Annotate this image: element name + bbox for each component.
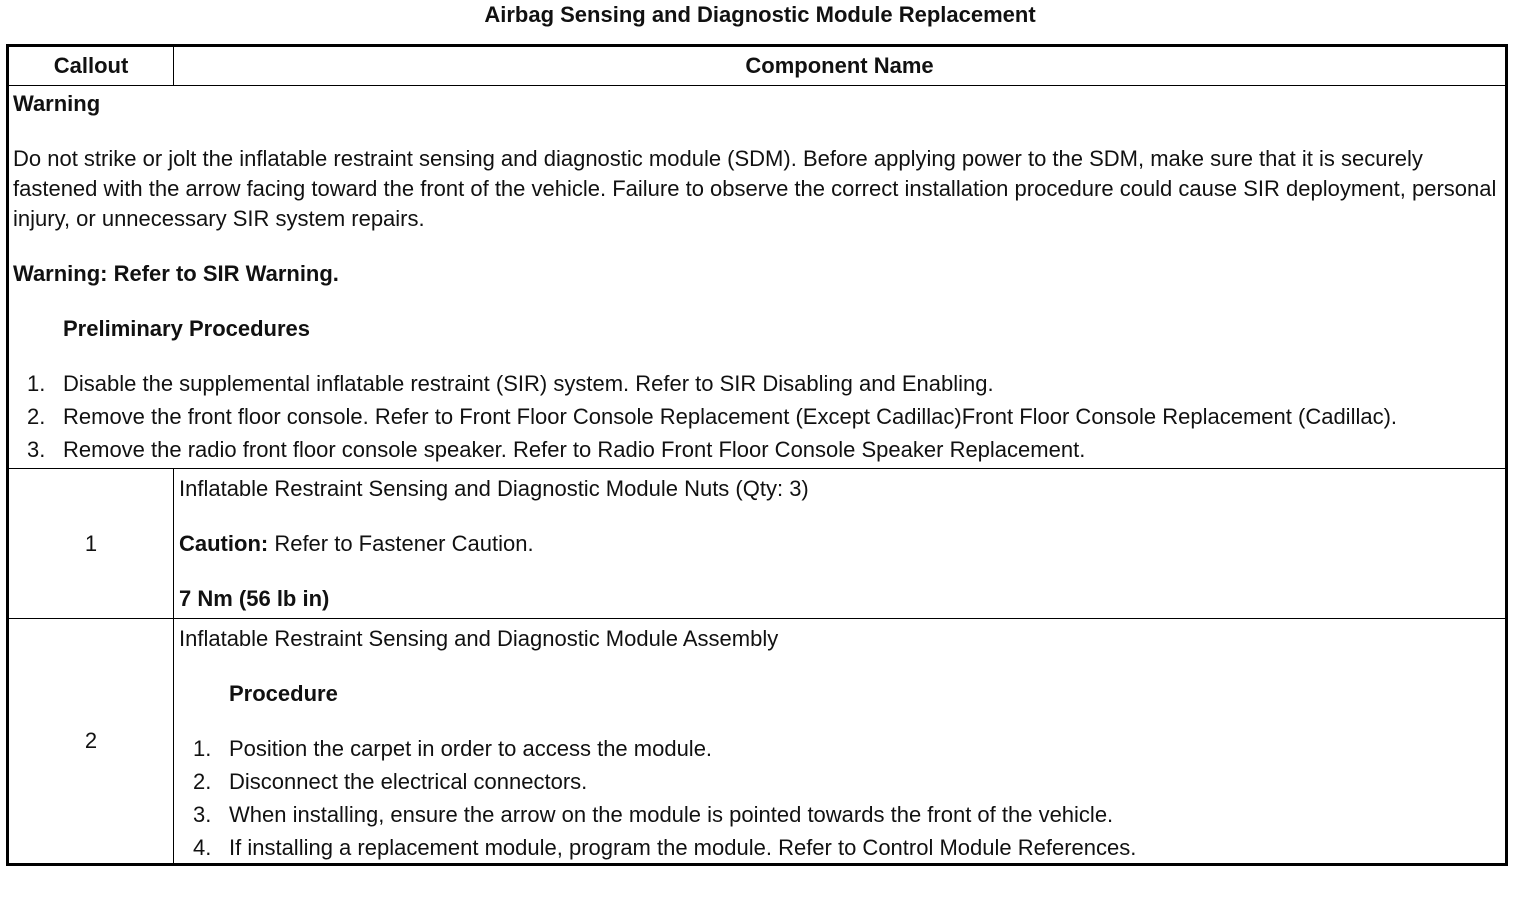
page-title: Airbag Sensing and Diagnostic Module Replacement — [484, 2, 1036, 27]
torque-spec: 7 Nm (56 lb in) — [179, 586, 330, 611]
warning-heading: Warning — [13, 91, 101, 116]
step-number: 3. — [193, 802, 212, 827]
caution-label: Caution: — [179, 531, 269, 556]
component-cell — [174, 619, 1507, 865]
step-text: When installing, ensure the arrow on the module is pointed towards the front of the vehicle. — [229, 802, 1114, 827]
table-header-row — [8, 46, 1507, 86]
preliminary-steps-list — [13, 369, 1501, 465]
step-number: 2. — [27, 404, 46, 429]
caution-line — [179, 529, 1500, 559]
table-row — [8, 619, 1507, 865]
callout-cell: 2 — [8, 619, 174, 865]
component-name-header: Component Name — [174, 46, 1507, 86]
component-cell — [174, 469, 1507, 619]
list-item — [179, 833, 1500, 863]
list-item — [13, 369, 1501, 399]
list-item — [179, 800, 1500, 830]
list-item — [13, 435, 1501, 465]
step-text: Position the carpet in order to access the module. — [229, 736, 713, 761]
step-number: 1. — [27, 371, 46, 396]
component-name: Inflatable Restraint Sensing and Diagnostic Module Assembly — [179, 626, 779, 651]
step-number: 4. — [193, 835, 212, 860]
warning-cell — [8, 86, 1507, 469]
table-row — [8, 469, 1507, 619]
sir-warning-reference: Warning: Refer to SIR Warning. — [13, 261, 339, 286]
step-text: Disable the supplemental inflatable restraint (SIR) system. Refer to SIR Disabling and Enabling. — [63, 371, 994, 396]
step-text: Remove the radio front floor console speaker. Refer to Radio Front Floor Console Speaker Replacement. — [63, 437, 1086, 462]
step-number: 2. — [193, 769, 212, 794]
list-item — [179, 734, 1500, 764]
step-number: 3. — [27, 437, 46, 462]
list-item — [13, 402, 1501, 432]
list-item — [179, 767, 1500, 797]
preliminary-procedures-heading: Preliminary Procedures — [63, 316, 311, 341]
procedure-steps-list — [179, 734, 1500, 863]
step-text: Remove the front floor console. Refer to Front Floor Console Replacement (Except Cadillac)Front Floor Console Replacement (Cadillac). — [63, 404, 1398, 429]
caution-text: Refer to Fastener Caution. — [268, 531, 534, 556]
step-number: 1. — [193, 736, 212, 761]
warning-row — [8, 86, 1507, 469]
procedure-table — [6, 44, 1508, 866]
callout-cell: 1 — [8, 469, 174, 619]
component-name: Inflatable Restraint Sensing and Diagnostic Module Nuts (Qty: 3) — [179, 476, 809, 501]
callout-header: Callout — [8, 46, 174, 86]
procedure-heading: Procedure — [229, 681, 338, 706]
warning-body: Do not strike or jolt the inflatable restraint sensing and diagnostic module (SDM). Before applying power to the SDM, make sure that it is securely fastened with the arrow facing toward the front of the vehicle. Failure to observe the correct installation procedure could cause SIR deployment, personal injury, or unnecessary SIR system repairs. — [13, 146, 1497, 231]
step-text: If installing a replacement module, program the module. Refer to Control Module References. — [229, 835, 1137, 860]
step-text: Disconnect the electrical connectors. — [229, 769, 588, 794]
